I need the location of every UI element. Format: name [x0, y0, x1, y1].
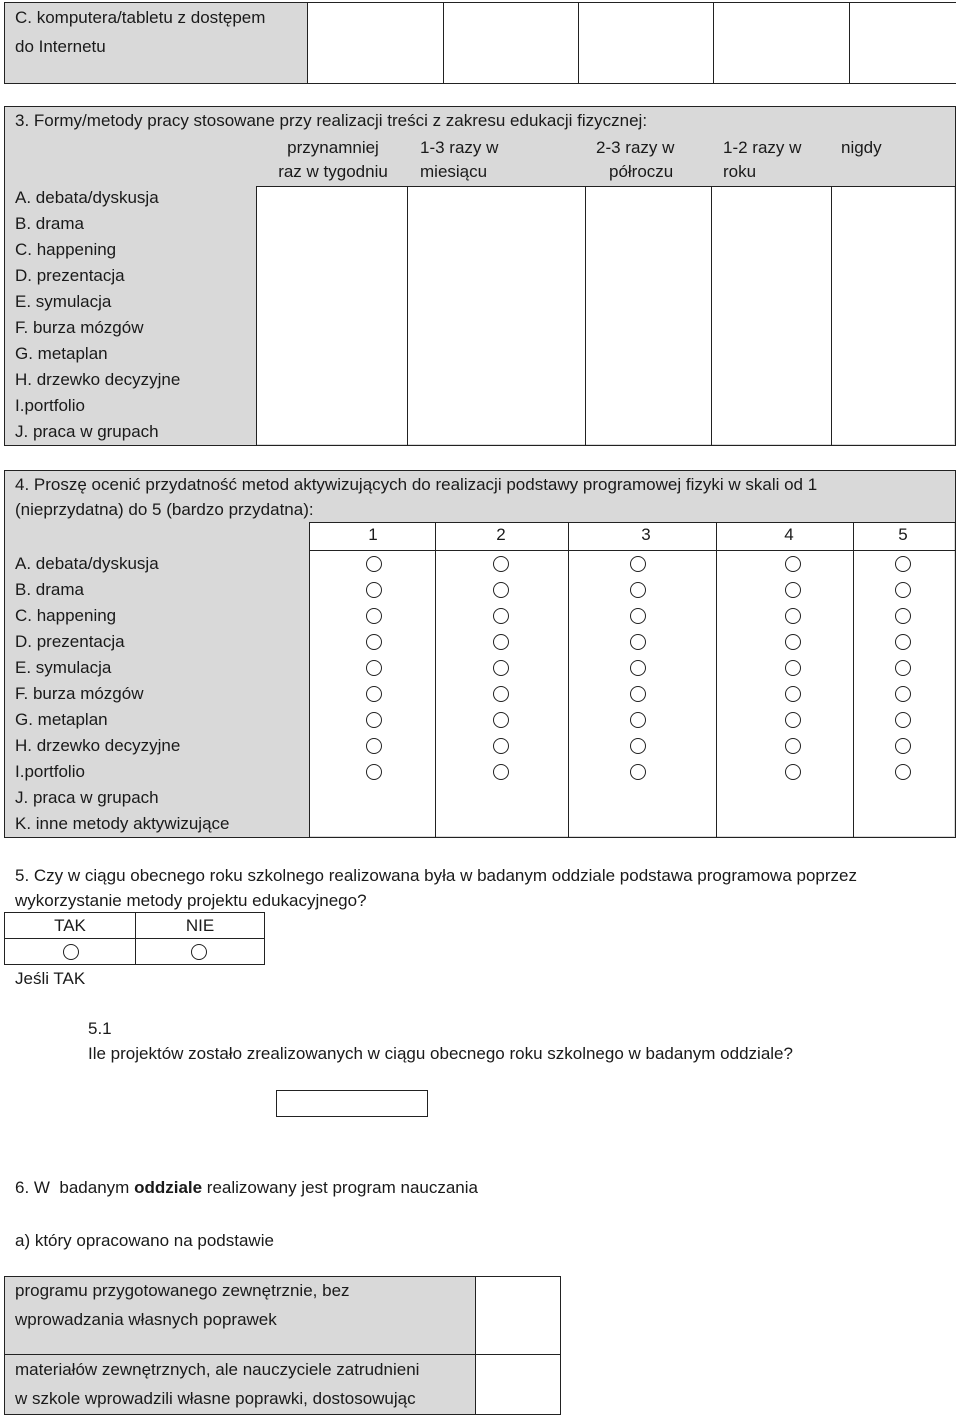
q4-row-label: B. drama — [15, 580, 84, 599]
q4-rating-radio[interactable] — [785, 634, 801, 650]
q6-option-1-checkbox[interactable] — [476, 1277, 560, 1353]
q3-col-header-5: nigdy — [841, 138, 882, 157]
q4-row-label: E. symulacja — [15, 658, 112, 677]
answer-area[interactable] — [308, 3, 956, 83]
q4-row-label: K. inne metody aktywizujące — [15, 814, 230, 833]
q6-title-prefix: 6. W badanym — [15, 1178, 135, 1197]
q3-col-header-4-line2: roku — [723, 162, 757, 181]
q4-rating-radio[interactable] — [493, 582, 509, 598]
row-label-line1: C. komputera/tabletu z dostępem — [15, 8, 266, 27]
q3-col-header-2-line1: 1-3 razy w — [420, 138, 499, 157]
q4-rating-radio[interactable] — [630, 556, 646, 572]
q3-col-header-1-line2: raz w tygodniu — [278, 162, 388, 181]
q4-rating-radio[interactable] — [630, 686, 646, 702]
q4-rating-radio[interactable] — [630, 738, 646, 754]
divider — [256, 186, 955, 187]
q4-rating-radio[interactable] — [630, 608, 646, 624]
q4-rating-radio[interactable] — [630, 634, 646, 650]
q5-if-yes-label: Jeśli TAK — [15, 969, 86, 988]
q4-rating-radio[interactable] — [785, 556, 801, 572]
q3-row-label: G. metaplan — [15, 344, 108, 363]
q5-option-no-label: NIE — [185, 916, 215, 935]
q4-rating-radio[interactable] — [493, 764, 509, 780]
q4-row-label: I.portfolio — [15, 762, 85, 781]
q5-sub-question: Ile projektów zostało zrealizowanych w ciągu obecnego roku szkolnego w badanym oddziale? — [88, 1044, 793, 1063]
divider — [435, 522, 436, 837]
q4-rating-radio[interactable] — [493, 634, 509, 650]
q3-row-label: H. drzewko decyzyjne — [15, 370, 181, 389]
q4-rating-radio[interactable] — [366, 712, 382, 728]
q4-row-label: A. debata/dyskusja — [15, 554, 159, 573]
q6-option-2-line1: materiałów zewnętrznych, ale nauczyciele zatrudnieni — [15, 1360, 420, 1379]
divider — [443, 2, 444, 84]
q4-rating-radio[interactable] — [366, 608, 382, 624]
q3-row-label: B. drama — [15, 214, 84, 233]
q6-option-2-line2: w szkole wprowadzili własne poprawki, dostosowując — [15, 1389, 416, 1408]
q6-sub-a: a) który opracowano na podstawie — [15, 1231, 274, 1250]
q4-rating-radio[interactable] — [785, 764, 801, 780]
q3-title: 3. Formy/metody pracy stosowane przy realizacji treści z zakresu edukacji fizycznej: — [15, 111, 648, 130]
divider — [853, 522, 854, 837]
divider — [135, 912, 136, 965]
q3-col-header-4-line1: 1-2 razy w — [723, 138, 802, 157]
q4-rating-radio[interactable] — [366, 764, 382, 780]
q4-row-label: G. metaplan — [15, 710, 108, 729]
q3-row-label: F. burza mózgów — [15, 318, 144, 337]
q3-row-label: D. prezentacja — [15, 266, 125, 285]
divider — [713, 2, 714, 84]
q4-rating-radio[interactable] — [895, 634, 911, 650]
q4-rating-radio[interactable] — [785, 608, 801, 624]
q4-scale-5: 5 — [898, 525, 908, 544]
q4-scale-3: 3 — [641, 525, 651, 544]
q4-scale-4: 4 — [784, 525, 794, 544]
q4-rating-radio[interactable] — [630, 582, 646, 598]
q4-rating-radio[interactable] — [785, 660, 801, 676]
divider — [309, 522, 310, 837]
q4-rating-radio[interactable] — [493, 738, 509, 754]
divider — [711, 186, 712, 445]
q4-rating-radio[interactable] — [630, 764, 646, 780]
q5-title-line2: wykorzystanie metody projektu edukacyjnego? — [15, 891, 367, 910]
q6-option-2-checkbox[interactable] — [476, 1355, 560, 1414]
q4-title-line1: 4. Proszę ocenić przydatność metod aktywizujących do realizacji podstawy programowej fizyki w skali od 1 — [15, 475, 818, 494]
divider — [585, 186, 586, 445]
q4-rating-radio[interactable] — [630, 660, 646, 676]
q4-rating-radio[interactable] — [366, 660, 382, 676]
q3-row-label: J. praca w grupach — [15, 422, 159, 441]
q4-rating-radio[interactable] — [895, 712, 911, 728]
q3-row-label: C. happening — [15, 240, 117, 259]
q4-row-label: D. prezentacja — [15, 632, 125, 651]
q4-rating-radio[interactable] — [895, 738, 911, 754]
row-label-line2: do Internetu — [15, 37, 106, 56]
q3-col-header-2-line2: miesiącu — [420, 162, 488, 181]
q4-rating-radio[interactable] — [785, 686, 801, 702]
q3-col-header-3-line1: 2-3 razy w — [596, 138, 675, 157]
q6-option-1-line2: wprowadzania własnych poprawek — [15, 1310, 277, 1329]
q4-rating-radio[interactable] — [895, 686, 911, 702]
q4-rating-radio[interactable] — [493, 608, 509, 624]
q3-row-label: E. symulacja — [15, 292, 112, 311]
q4-scale-2: 2 — [496, 525, 506, 544]
q3-answer-grid[interactable] — [256, 186, 954, 444]
q4-scale-1: 1 — [368, 525, 378, 544]
q6-title-bold: oddziale — [134, 1178, 203, 1197]
q4-rating-radio[interactable] — [366, 556, 382, 572]
q3-col-header-1-line1: przynamniej — [287, 138, 379, 157]
q4-rating-radio[interactable] — [895, 582, 911, 598]
q4-rating-radio[interactable] — [785, 582, 801, 598]
q4-rating-radio[interactable] — [630, 712, 646, 728]
q4-row-label: F. burza mózgów — [15, 684, 144, 703]
q3-row-label: I.portfolio — [15, 396, 85, 415]
q4-rating-radio[interactable] — [895, 764, 911, 780]
q4-rating-radio[interactable] — [366, 634, 382, 650]
q4-rating-radio[interactable] — [785, 738, 801, 754]
q4-rating-radio[interactable] — [493, 712, 509, 728]
q4-rating-radio[interactable] — [366, 582, 382, 598]
q4-rating-radio[interactable] — [895, 660, 911, 676]
divider — [849, 2, 850, 84]
q4-rating-radio[interactable] — [366, 686, 382, 702]
q6-title-suffix: realizowany jest program nauczania — [202, 1178, 478, 1197]
q4-rating-radio[interactable] — [493, 556, 509, 572]
q4-rating-radio[interactable] — [366, 738, 382, 754]
q4-rating-radio[interactable] — [895, 556, 911, 572]
q4-rating-radio[interactable] — [785, 712, 801, 728]
divider — [568, 522, 569, 837]
q5-title-line1: 5. Czy w ciągu obecnego roku szkolnego realizowana była w badanym oddziale podstawa programowa poprzez — [15, 866, 857, 885]
q4-rating-radio[interactable] — [493, 686, 509, 702]
q4-row-label: H. drzewko decyzyjne — [15, 736, 181, 755]
divider — [407, 186, 408, 445]
q4-row-label: C. happening — [15, 606, 117, 625]
divider — [309, 550, 955, 551]
q4-title-line2: (nieprzydatna) do 5 (bardzo przydatna): — [15, 500, 314, 519]
divider — [831, 186, 832, 445]
q6-option-1-line1: programu przygotowanego zewnętrznie, bez — [15, 1281, 350, 1300]
q5-sub-number: 5.1 — [88, 1019, 112, 1038]
q5-no-radio[interactable] — [191, 944, 207, 960]
q4-rating-radio[interactable] — [493, 660, 509, 676]
q4-rating-radio[interactable] — [895, 608, 911, 624]
divider — [309, 522, 955, 523]
q5-projects-count-input[interactable] — [276, 1090, 428, 1117]
divider — [578, 2, 579, 84]
q3-col-header-3-line2: półroczu — [609, 162, 674, 181]
q3-row-label: A. debata/dyskusja — [15, 188, 159, 207]
q6-title — [15, 1178, 478, 1198]
q5-option-yes-label: TAK — [54, 916, 86, 935]
divider — [716, 522, 717, 837]
divider — [256, 186, 257, 445]
q5-yes-radio[interactable] — [63, 944, 79, 960]
q4-row-label: J. praca w grupach — [15, 788, 159, 807]
